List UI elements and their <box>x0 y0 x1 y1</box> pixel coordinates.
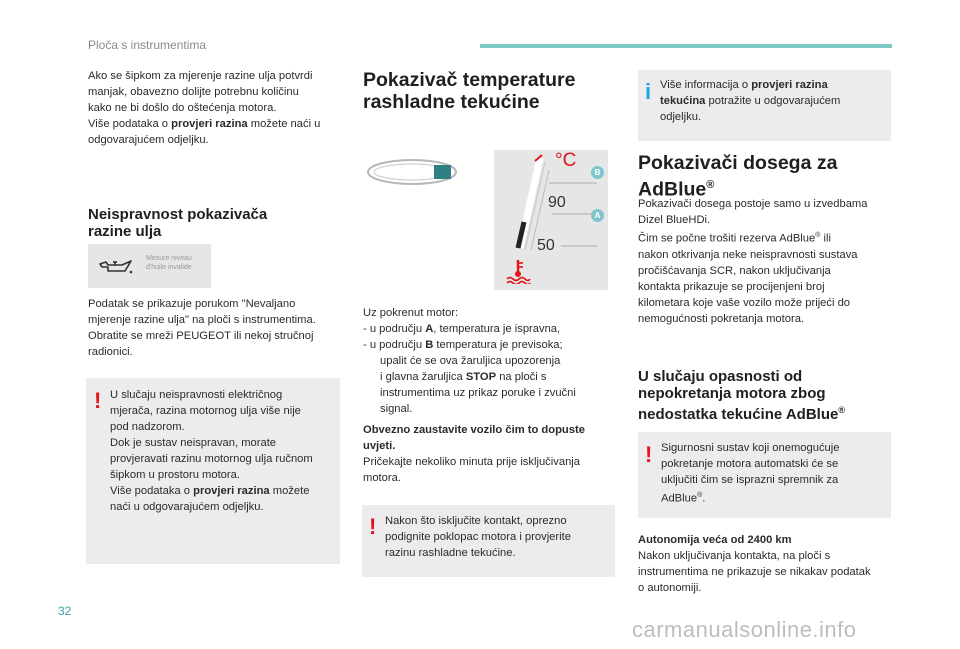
text-line: Više podataka o provjeri razina možete naći u <box>88 118 321 130</box>
oil-fault-paragraph <box>88 296 350 360</box>
watermark-text: carmanualsonline.info <box>632 617 857 642</box>
oil-screen-illustration <box>88 244 211 288</box>
text-line: odgovarajućem odjeljku. <box>88 134 209 146</box>
gauge-unit: °C <box>555 150 577 171</box>
text-line: signal. <box>380 403 413 415</box>
text-line: Podatak se prikazuje porukom "Nevaljano <box>88 298 296 310</box>
text-line: pročišćavanja SCR, nakon uključivanja <box>638 264 831 277</box>
text-line: Uz pokrenut motor: <box>363 307 459 319</box>
coolant-gauge-panel <box>494 150 608 290</box>
text-line: i glavna žaruljica STOP na ploči s <box>380 371 547 383</box>
adblue-danger-heading: U slučaju opasnosti od nepokretanja motora zbog nedostatka tekućine AdBlue® <box>638 368 845 423</box>
warning-text: Sigurnosni sustav koji onemogućuje pokretanje motora automatski će se uključiti čim se isprazni spremnik za AdBlue®. <box>661 442 840 505</box>
screen-message: Mesure niveau d'huile invalide <box>146 255 192 271</box>
zone-b-marker: B <box>591 166 604 179</box>
adblue-range-paragraph <box>638 196 900 327</box>
warning-text: Nakon što isključite kontakt, oprezno podignite poklopac motora i provjerite razinu rashladne tekućine. <box>385 515 571 559</box>
gauge-tick-50: 50 <box>537 237 555 254</box>
text-line: Obvezno zaustavite vozilo čim to dopuste <box>363 424 585 436</box>
warning-icon: ! <box>369 514 377 539</box>
adblue-autonomy-paragraph <box>638 532 900 596</box>
info-icon: i <box>645 79 652 104</box>
text-line: motora. <box>363 472 401 484</box>
text-line: kilometara koje vaše vozilo može prijeći do <box>638 296 851 309</box>
coolant-stop-paragraph <box>363 422 625 486</box>
text-line: nakon otkrivanja neke neispravnosti sustava <box>638 248 858 261</box>
text-line: o autonomiji. <box>638 582 702 594</box>
coolant-status-list <box>363 305 625 417</box>
text-line: Obratite se mreži PEUGEOT ili nekoj stručnoj <box>88 330 314 342</box>
coolant-temp-heading: Pokazivač temperature rashladne tekućine <box>363 69 576 113</box>
page-number: 32 <box>58 604 72 618</box>
text-line: manjak, obavezno dolijte potrebnu količinu <box>88 86 299 98</box>
oil-warning-box <box>86 378 340 564</box>
text-line: kontakta prikazuje se procijenjeni broj <box>638 280 825 293</box>
text-line: mjerenje razine ulja" na ploči s instrumentima. <box>88 314 316 326</box>
oil-intro-paragraph <box>88 68 348 148</box>
text-line: Nakon uključivanja kontakta, na ploči s <box>638 550 831 562</box>
text-line: Čim se počne trošiti rezerva AdBlue® ili <box>638 232 831 245</box>
list-item: - u području A, temperatura je ispravna, <box>363 323 561 335</box>
coolant-warning-icon <box>505 258 531 284</box>
oil-fault-heading: Neispravnost pokazivača razine ulja <box>88 206 268 240</box>
text-line: instrumentima ne prikazuje se nikakav podatak <box>638 566 871 578</box>
adblue-warning-box <box>638 432 891 518</box>
header-accent-bar <box>480 44 892 48</box>
gauge-tick-90: 90 <box>548 194 566 211</box>
text-line: nemogućnosti pokretanja motora. <box>638 312 805 325</box>
text-line: uvjeti. <box>363 440 396 452</box>
text-line: Pokazivači dosega postoje samo u izvedbama <box>638 198 868 210</box>
list-item: - u području B temperatura je previsoka; <box>363 339 563 351</box>
text-line: upalit će se ova žaruljica upozorenja <box>380 355 561 367</box>
zone-a-marker: A <box>591 209 604 222</box>
oil-can-icon <box>98 256 134 276</box>
text-line: instrumentima uz prikaz poruke i zvučni <box>380 387 576 399</box>
adblue-range-heading: Pokazivači dosega za AdBlue® <box>638 152 838 201</box>
text-line: Dizel BlueHDi. <box>638 214 711 226</box>
text-line: Pričekajte nekoliko minuta prije isključivanja <box>363 456 581 468</box>
text-line: Autonomija veća od 2400 km <box>638 534 792 546</box>
warning-text: U slučaju neispravnosti električnog mjerača, razina motornog ulja više nije pod nadzorom. Dok je sustav neispravan, morate provjeravati razinu motornog ulja ručnom šipkom u prostoru motora. Više podataka o provjeri razina možete naći u odgovarajućem odjeljku. <box>110 389 313 513</box>
warning-icon: ! <box>645 442 653 467</box>
text-line: kako ne bi došlo do oštećenja motora. <box>88 102 277 114</box>
coolant-warning-box <box>362 505 615 577</box>
warning-icon: ! <box>94 388 102 413</box>
adblue-info-box <box>638 70 891 141</box>
running-header: Ploča s instrumentima <box>88 38 207 52</box>
info-text: Više informacija o provjeri razina tekućina potražite u odgovarajućem odjeljku. <box>660 79 841 123</box>
text-line: Ako se šipkom za mjerenje razine ulja potvrdi <box>88 70 313 82</box>
gauge-location-illustration <box>365 157 460 187</box>
text-line: radionici. <box>88 346 133 358</box>
